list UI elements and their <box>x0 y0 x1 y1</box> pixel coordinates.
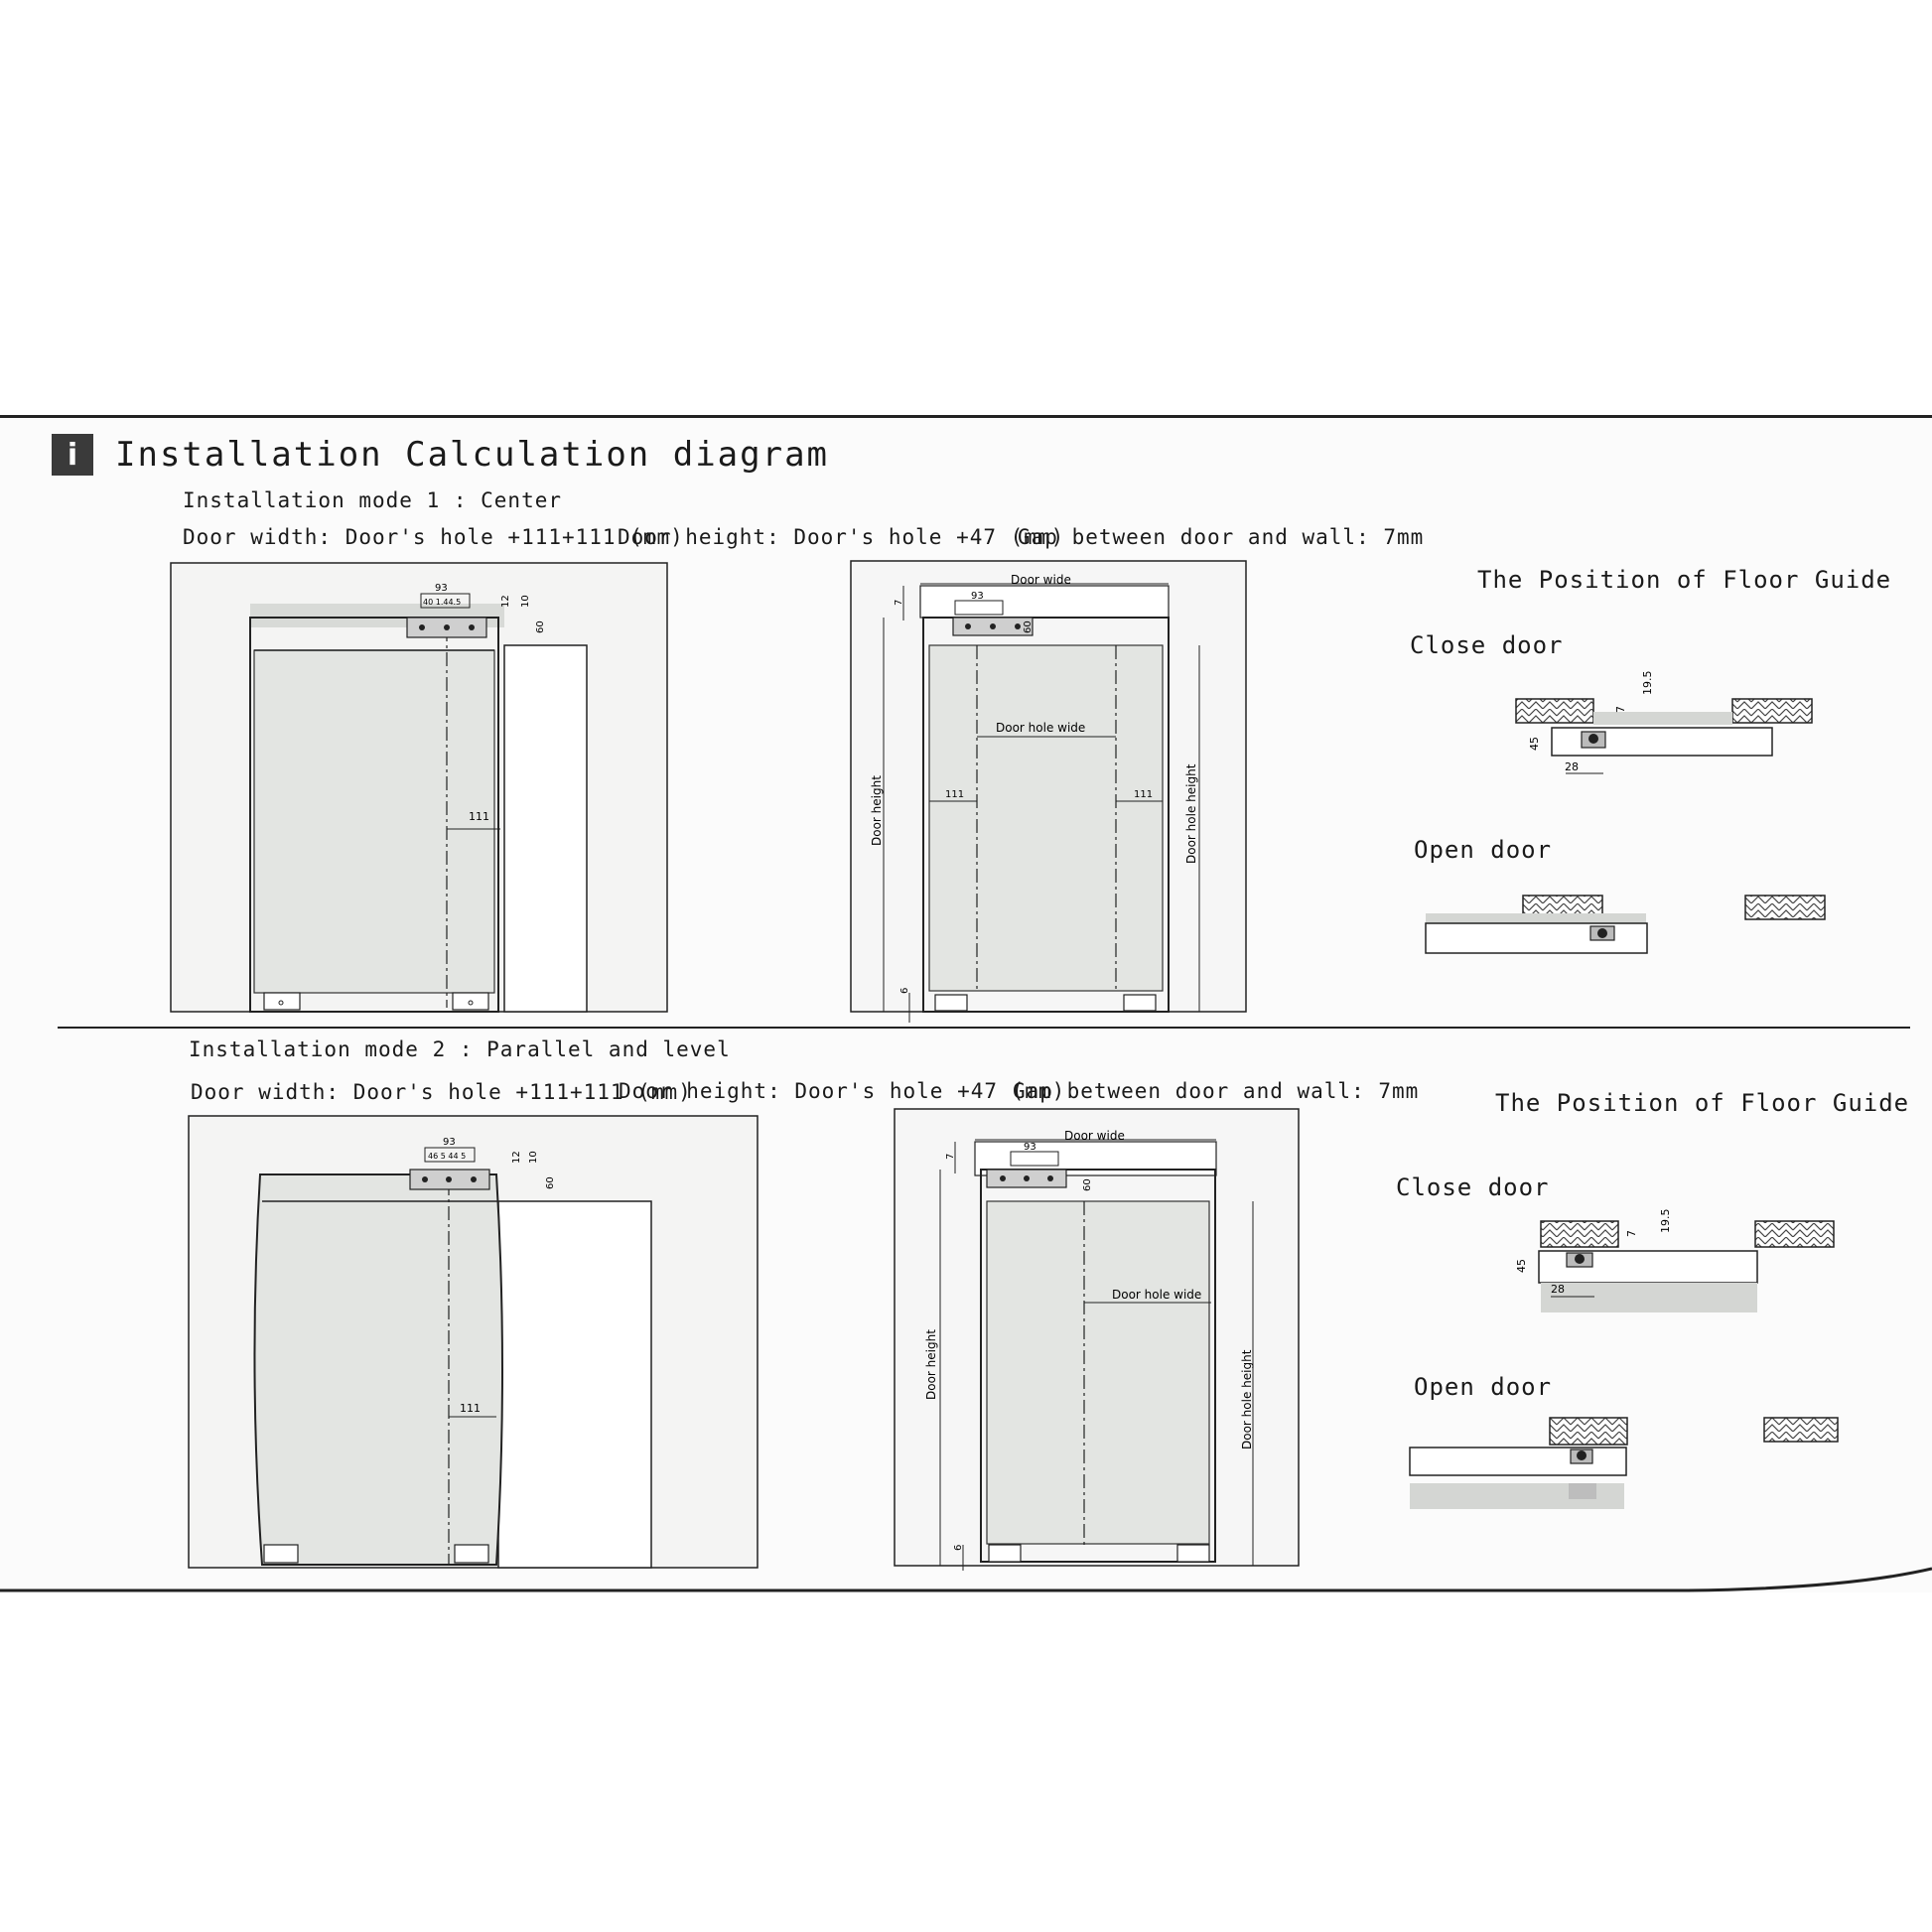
mode1-side-dim-6: 6 <box>899 987 910 994</box>
mode2-front-dim-10: 10 <box>528 1151 539 1164</box>
mode1-side-dim-7: 7 <box>894 599 904 606</box>
mode2-label: Installation mode 2 : Parallel and level <box>189 1037 731 1061</box>
mode1-guide-dim-19-5: 19.5 <box>1641 670 1654 695</box>
mode2-front-dim-12: 12 <box>511 1151 522 1164</box>
mode2-floor-guide-open <box>1410 1418 1838 1509</box>
mode1-side-dim-60: 60 <box>1023 621 1034 633</box>
mode2-side-dim-7: 7 <box>945 1153 956 1160</box>
mode2-side-view <box>895 1109 1299 1571</box>
mode1-front-view <box>171 563 667 1012</box>
mode1-side-door-hole-height: Door hole height <box>1184 763 1198 864</box>
mode1-floor-guide-open <box>1426 896 1825 953</box>
mode1-floor-guide-title: The Position of Floor Guide <box>1477 566 1892 594</box>
mode2-guide-dim-19-5: 19.5 <box>1659 1208 1672 1233</box>
mode2-front-dim-111: 111 <box>460 1402 481 1415</box>
mode1-close-door-label: Close door <box>1410 631 1564 659</box>
mode1-gap: Gap between door and wall: 7mm <box>1018 525 1425 549</box>
mode1-front-dim-60: 60 <box>535 621 546 633</box>
mode2-side-door-wide: Door wide <box>1064 1129 1125 1143</box>
mode1-front-dim-split: 40 1.44.5 <box>423 598 462 607</box>
mode2-door-height: Door height: Door's hole +47 (mm) <box>619 1079 1066 1103</box>
mode2-side-door-height: Door height <box>924 1329 938 1400</box>
mode2-side-dim-6: 6 <box>953 1544 964 1551</box>
mode2-side-door-hole-wide: Door hole wide <box>1112 1288 1202 1302</box>
mode1-side-view <box>851 561 1246 1023</box>
mode1-guide-dim-45: 45 <box>1528 737 1541 751</box>
mode1-front-dim-10: 10 <box>520 595 531 608</box>
mode2-guide-dim-45: 45 <box>1515 1259 1528 1273</box>
mode2-front-dim-split: 46 5 44 5 <box>428 1152 467 1161</box>
mode2-side-dim-93: 93 <box>1024 1142 1036 1153</box>
mode1-open-door-label: Open door <box>1414 836 1553 864</box>
mode1-front-dim-12: 12 <box>500 595 511 608</box>
mode1-side-dim-93: 93 <box>971 591 984 602</box>
mode2-open-door-label: Open door <box>1414 1373 1553 1401</box>
mode2-side-dim-60: 60 <box>1082 1178 1093 1191</box>
mode2-guide-dim-28: 28 <box>1551 1283 1565 1296</box>
sheet-bottom-border <box>0 1569 1932 1590</box>
mode1-door-height: Door height: Door's hole +47 (mm) <box>618 525 1065 549</box>
mode1-side-dim-111-right: 111 <box>1134 789 1154 800</box>
mode2-door-width: Door width: Door's hole +111+111 (mm) <box>191 1080 692 1104</box>
mode2-side-door-hole-height: Door hole height <box>1240 1349 1254 1449</box>
mode1-side-door-wide: Door wide <box>1011 573 1071 587</box>
mode2-close-door-label: Close door <box>1396 1173 1550 1201</box>
mode1-front-dim-93: 93 <box>435 583 448 594</box>
mode1-door-width: Door width: Door's hole +111+111 (mm) <box>183 525 684 549</box>
mode2-floor-guide-title: The Position of Floor Guide <box>1495 1089 1910 1117</box>
mode2-front-dim-93: 93 <box>443 1137 456 1148</box>
mode1-side-door-height: Door height <box>870 775 884 846</box>
mode2-floor-guide-close <box>1515 1209 1834 1313</box>
mode2-gap: Gap between door and wall: 7mm <box>1013 1079 1420 1103</box>
mode2-front-view <box>189 1116 758 1568</box>
mode2-front-dim-60: 60 <box>545 1176 556 1189</box>
mode2-guide-dim-7: 7 <box>1625 1230 1638 1237</box>
mode1-guide-dim-28: 28 <box>1565 760 1579 773</box>
info-icon: i <box>52 434 93 476</box>
mode1-guide-dim-7: 7 <box>1614 706 1627 713</box>
page-title: Installation Calculation diagram <box>115 435 830 475</box>
mode1-floor-guide-close <box>1516 671 1812 774</box>
mode1-side-door-hole-wide: Door hole wide <box>996 721 1086 735</box>
mode1-front-dim-111: 111 <box>469 810 489 823</box>
mode1-label: Installation mode 1 : Center <box>183 488 563 512</box>
mode1-side-dim-111-left: 111 <box>945 789 965 800</box>
